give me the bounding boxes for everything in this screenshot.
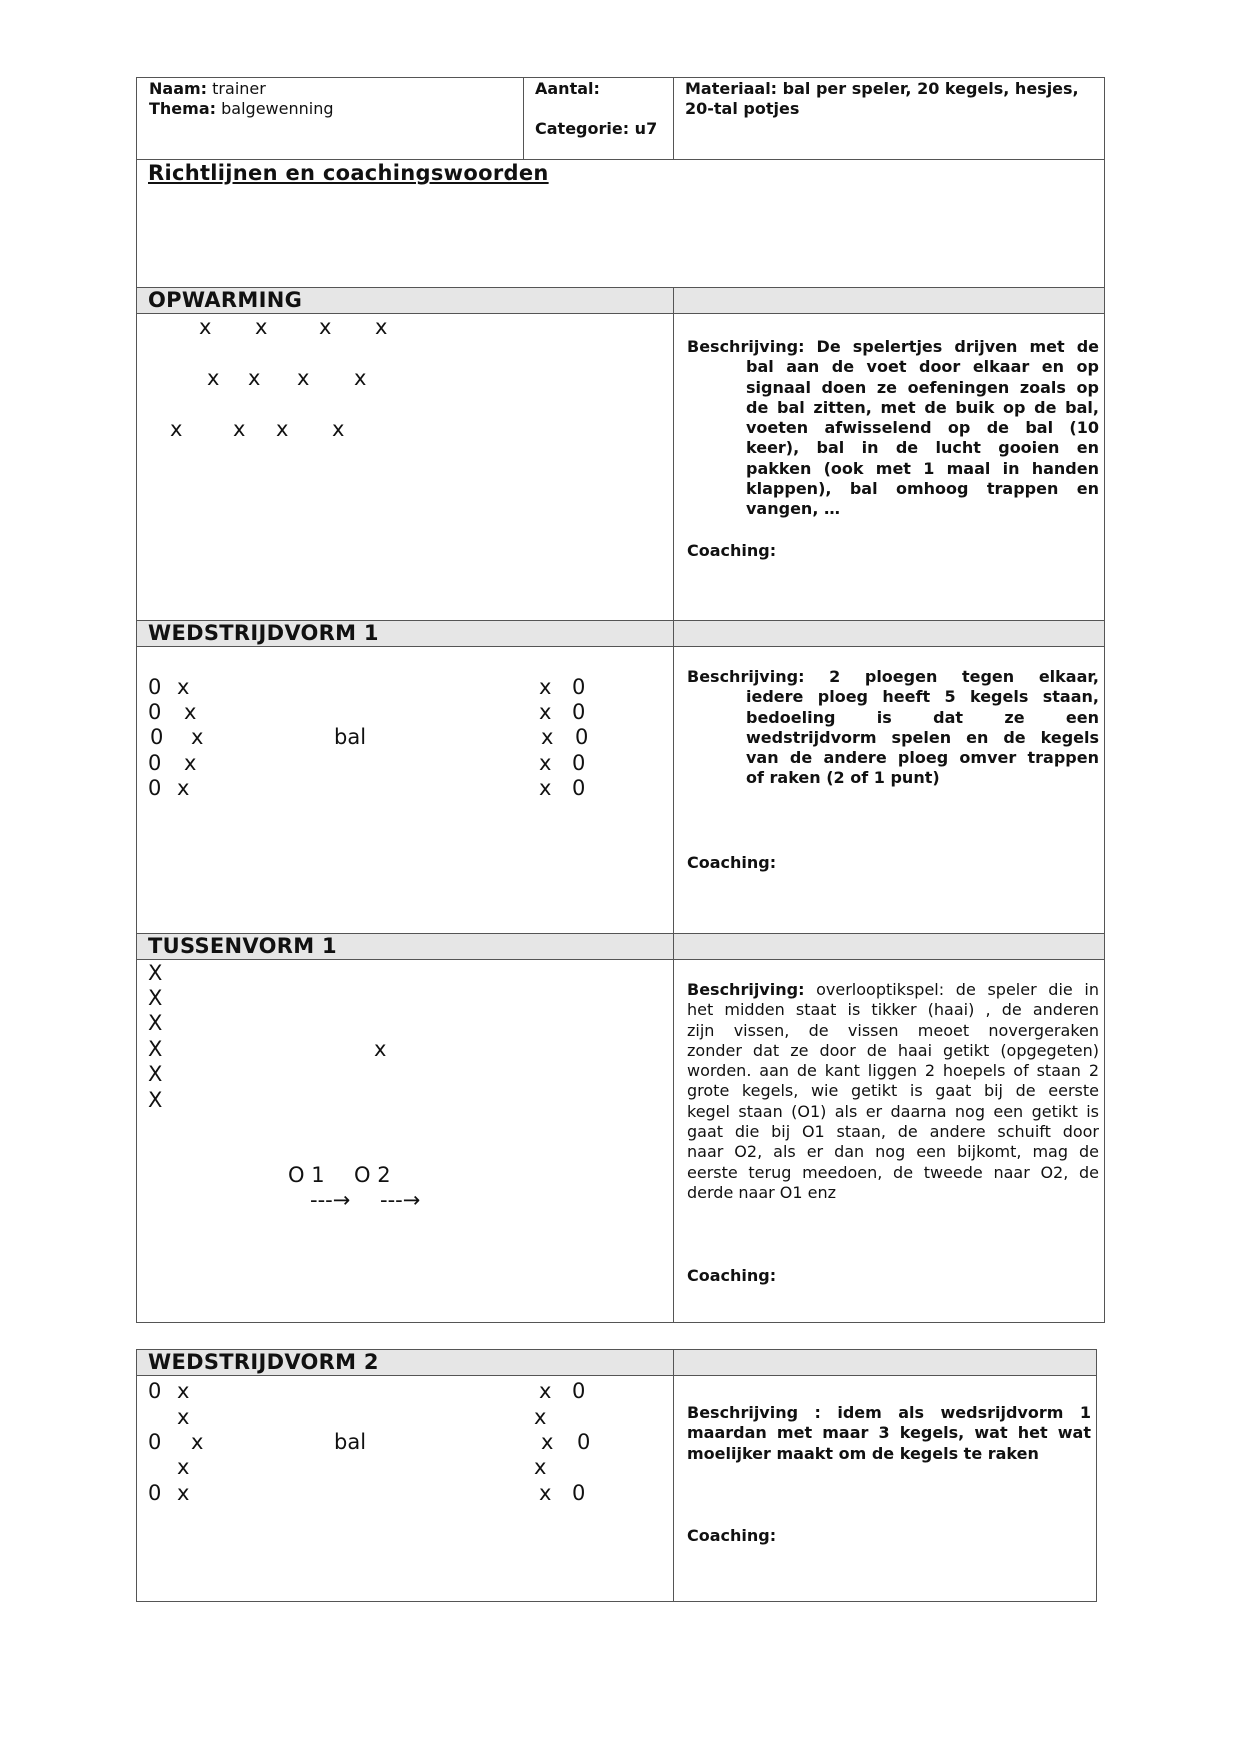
hoepel-o2-label: O 2 [354,1163,391,1187]
player-mark: x [539,675,552,699]
desc-line: kegel staan (O1) als er daarna nog een getikt is [687,1101,1099,1121]
player-mark: x [177,776,190,800]
wedstrijdvorm1-coaching-label: Coaching: [687,853,777,872]
player-mark: x [534,1405,547,1429]
player-mark: x [207,366,220,390]
aantal-label: Aantal: [535,79,600,98]
desc-line: signaal doen ze oefeningen zoals op [746,377,1099,397]
player-mark: x [354,366,367,390]
player-mark: x [184,751,197,775]
arrow-2: ---→ [380,1188,421,1212]
wedstrijdvorm1-title: WEDSTRIJDVORM 1 [148,621,379,645]
opwarming-description [687,337,1099,520]
player-mark: x [177,1481,190,1505]
tussenvorm1-title: TUSSENVORM 1 [148,934,337,958]
player-mark: x [184,700,197,724]
second-table [136,1349,1097,1602]
desc-line: moelijker maakt om de kegels te raken [687,1443,1039,1463]
desc-line: pakken (ook met 1 maal in handen [746,458,1099,478]
divider [136,646,1105,647]
cone-mark: 0 [572,1481,586,1505]
divider [673,287,674,620]
opwarming-title: OPWARMING [148,288,303,312]
cone-mark: 0 [572,1379,586,1403]
player-mark: x [539,700,552,724]
desc-line: Beschrijving: 2 ploegen tegen elkaar, [687,667,1099,686]
desc-line: derde naar O1 enz [687,1182,837,1202]
player-mark: x [539,751,552,775]
desc-line: wedstrijdvorm spelen en de kegels [746,727,1099,747]
desc-line: worden. aan de kant liggen 2 hoepels of staan 2 [687,1061,1099,1081]
materiaal-line-1: Materiaal: bal per speler, 20 kegels, hesjes, [685,79,1079,98]
desc-line: bedoeling is dat ze een [746,707,1099,727]
arrow-1: ---→ [310,1188,351,1212]
desc-line: zijn vissen, de vissen meoet novergeraken [687,1020,1099,1040]
player-mark: x [276,417,289,441]
cone-mark: 0 [148,700,162,724]
divider [136,159,1105,160]
desc-line: naar O2, als er dan nog een bijkomt, mag de [687,1142,1099,1162]
categorie-label: Categorie: u7 [535,119,658,138]
wedstrijdvorm2-coaching-label: Coaching: [687,1526,777,1545]
cone-mark: 0 [572,776,586,800]
desc-line: vangen, … [746,499,840,519]
player-mark: x [177,1379,190,1403]
divider [136,313,1105,314]
thema-label: Thema: [149,99,217,118]
desc-line: maardan met maar 3 kegels, wat het wat [687,1423,1091,1443]
desc-line: voeten afwisselend op de bal (10 [746,418,1099,438]
desc-line: het midden staat is tikker (haai) , de anderen [687,1000,1099,1020]
desc-line: zonder dat ze door de haai getikt (opgegeten) [687,1040,1099,1060]
player-mark: x [541,725,554,749]
desc-line: eerste terug meedoen, de tweede naar O2, de [687,1162,1099,1182]
materiaal-line-2: 20-tal potjes [685,99,800,118]
cone-mark: 0 [572,700,586,724]
desc-line: grote kegels, wie getikt is gaat bij de eerste [687,1081,1099,1101]
player-mark: x [177,675,190,699]
player-mark: x [534,1455,547,1479]
desc-line: Beschrijving: De spelertjes drijven met de [687,337,1099,356]
cone-mark: 0 [572,675,586,699]
desc-line: bal aan de voet door elkaar en op [746,357,1099,377]
cone-mark: 0 [148,751,162,775]
player-mark: x [177,1405,190,1429]
desc-line [687,980,1099,1000]
hoepel-o1-label: O 1 [288,1163,325,1187]
player-mark: x [248,366,261,390]
wedstrijdvorm2-description [687,1403,1091,1464]
ball-label: bal [334,1430,367,1454]
desc-line: klappen), bal omhoog trappen en [746,479,1099,499]
player-mark-large: X [148,1037,163,1061]
player-mark: x [541,1430,554,1454]
player-mark: x [170,417,183,441]
player-mark: x [319,315,332,339]
naam-line [149,79,266,99]
richtlijnen-title: Richtlijnen en coachingswoorden [148,161,549,185]
desc-line: iedere ploeg heeft 5 kegels staan, [746,687,1099,707]
divider [673,620,674,933]
cone-mark: 0 [148,1430,162,1454]
player-mark: x [199,315,212,339]
tussenvorm1-description [687,980,1099,1203]
player-mark-large: X [148,961,163,985]
player-mark-large: X [148,986,163,1010]
cone-mark: 0 [148,1481,162,1505]
desc-line: van de andere ploeg omver trappen [746,748,1099,768]
player-mark: x [177,1455,190,1479]
divider [673,1349,674,1602]
desc-line: Beschrijving : idem als wedsrijdvorm 1 [687,1403,1091,1422]
desc-line: de bal zitten, met de buik op de bal, [746,397,1099,417]
player-mark-large: X [148,1088,163,1112]
divider [673,77,674,160]
player-mark: x [255,315,268,339]
player-mark: x [332,417,345,441]
player-mark: x [539,776,552,800]
opwarming-coaching-label: Coaching: [687,541,777,560]
cone-mark: 0 [148,675,162,699]
tussenvorm1-coaching-label: Coaching: [687,1266,777,1285]
player-mark: x [233,417,246,441]
wedstrijdvorm2-title: WEDSTRIJDVORM 2 [148,1350,379,1374]
naam-label: Naam: [149,79,208,98]
player-mark-large: X [148,1011,163,1035]
cone-mark: 0 [150,725,164,749]
cone-mark: 0 [148,776,162,800]
player-mark: x [539,1481,552,1505]
player-mark: x [191,725,204,749]
thema-line [149,99,333,119]
cone-mark: 0 [575,725,589,749]
player-mark-large: X [148,1062,163,1086]
divider [523,77,524,160]
divider [673,933,674,1323]
desc-line: gaat die bij O1 staan, de andere schuift door [687,1122,1099,1142]
tikker-mark: x [374,1037,387,1061]
desc-label: Beschrijving: [687,980,805,999]
desc-line: keer), bal in de lucht gooien en [746,438,1099,458]
desc-line: of raken (2 of 1 punt) [746,768,940,788]
wedstrijdvorm1-description [687,667,1099,789]
ball-label: bal [334,725,367,749]
divider [136,959,1105,960]
player-mark: x [539,1379,552,1403]
player-mark: x [297,366,310,390]
cone-mark: 0 [148,1379,162,1403]
player-mark: x [191,1430,204,1454]
naam-value: trainer [212,79,266,98]
divider [136,1375,1097,1376]
thema-value: balgewenning [221,99,334,118]
player-mark: x [375,315,388,339]
cone-mark: 0 [572,751,586,775]
desc-text: overlooptikspel: de speler die in [816,980,1099,999]
cone-mark: 0 [577,1430,591,1454]
